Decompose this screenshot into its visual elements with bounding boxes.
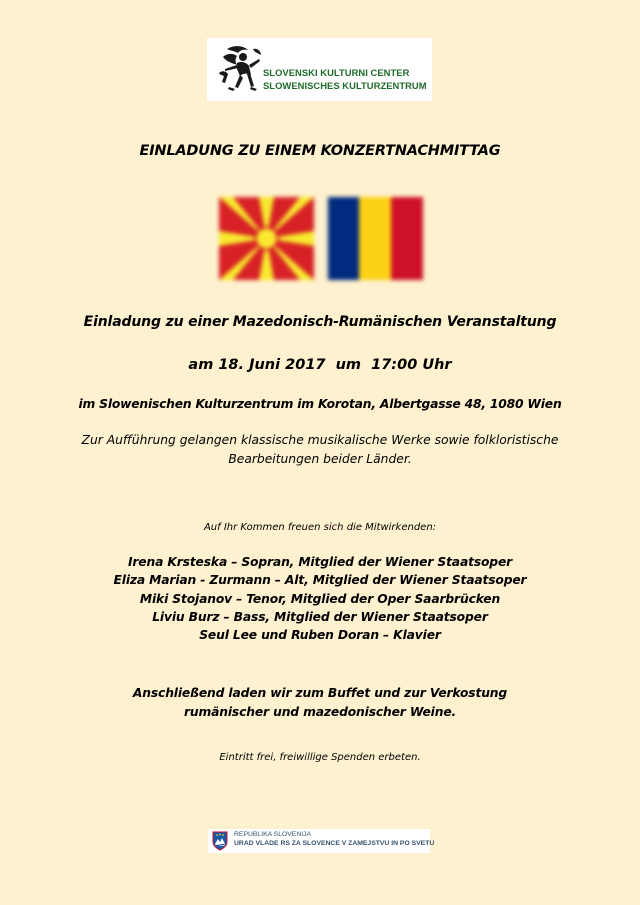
buffet-note bbox=[0, 684, 640, 722]
footer-sponsor bbox=[208, 829, 435, 853]
page-title: EINLADUNG ZU EINEM KONZERTNACHMITTAG bbox=[139, 143, 501, 159]
org-name-line1: SLOVENSKI KULTURNI CENTER bbox=[263, 67, 410, 78]
org-name bbox=[263, 66, 427, 92]
performer-item: Irena Krsteska – Sopran, Mitglied der Wiener Staatsoper bbox=[127, 555, 513, 569]
event-subtitle: Einladung zu einer Mazedonisch-Rumänischen Veranstaltung bbox=[83, 314, 557, 330]
buffet-line: rumänischer und mazedonischer Weine. bbox=[183, 705, 457, 719]
event-venue: im Slowenischen Kulturzentrum im Korotan, Albertgasse 48, 1080 Wien bbox=[78, 397, 562, 411]
description-line: Bearbeitungen beider Länder. bbox=[228, 452, 412, 466]
entry-note: Eintritt frei, freiwillige Spenden erbeten. bbox=[219, 752, 421, 763]
event-date: am 18. Juni 2017 um 17:00 Uhr bbox=[188, 357, 452, 373]
dancing-figures-logo-icon bbox=[213, 43, 265, 95]
performer-item: Eliza Marian - Zurmann – Alt, Mitglied der Wiener Staatsoper bbox=[113, 573, 527, 588]
slovenia-coat-of-arms-icon bbox=[212, 831, 228, 851]
buffet-line: Anschließend laden wir zum Buffet und zur Verkostung bbox=[132, 686, 508, 700]
header-logo bbox=[207, 38, 432, 101]
performer-item: Seul Lee und Ruben Doran – Klavier bbox=[199, 628, 441, 643]
performer-item: Miki Stojanov – Tenor, Mitglied der Oper Saarbrücken bbox=[139, 591, 501, 606]
footer-line2: URAD VLADE RS ZA SLOVENCE V ZAMEJSTVU IN PO SVETU bbox=[234, 840, 435, 847]
footer-line1: REPUBLIKA SLOVENIJA bbox=[234, 831, 312, 838]
description-line: Zur Aufführung gelangen klassische musikalische Werke sowie folkloristische bbox=[81, 433, 559, 447]
performers-list bbox=[0, 553, 640, 644]
event-description bbox=[0, 431, 640, 469]
north-macedonia-flag-icon bbox=[219, 197, 314, 280]
performer-item: Liviu Burz – Bass, Mitglied der Wiener Staatsoper bbox=[152, 609, 488, 624]
romania-flag-icon bbox=[328, 197, 423, 280]
performers-intro: Auf Ihr Kommen freuen sich die Mitwirkenden: bbox=[203, 522, 437, 533]
org-name-line2: SLOWENISCHES KULTURZENTRUM bbox=[263, 80, 427, 91]
